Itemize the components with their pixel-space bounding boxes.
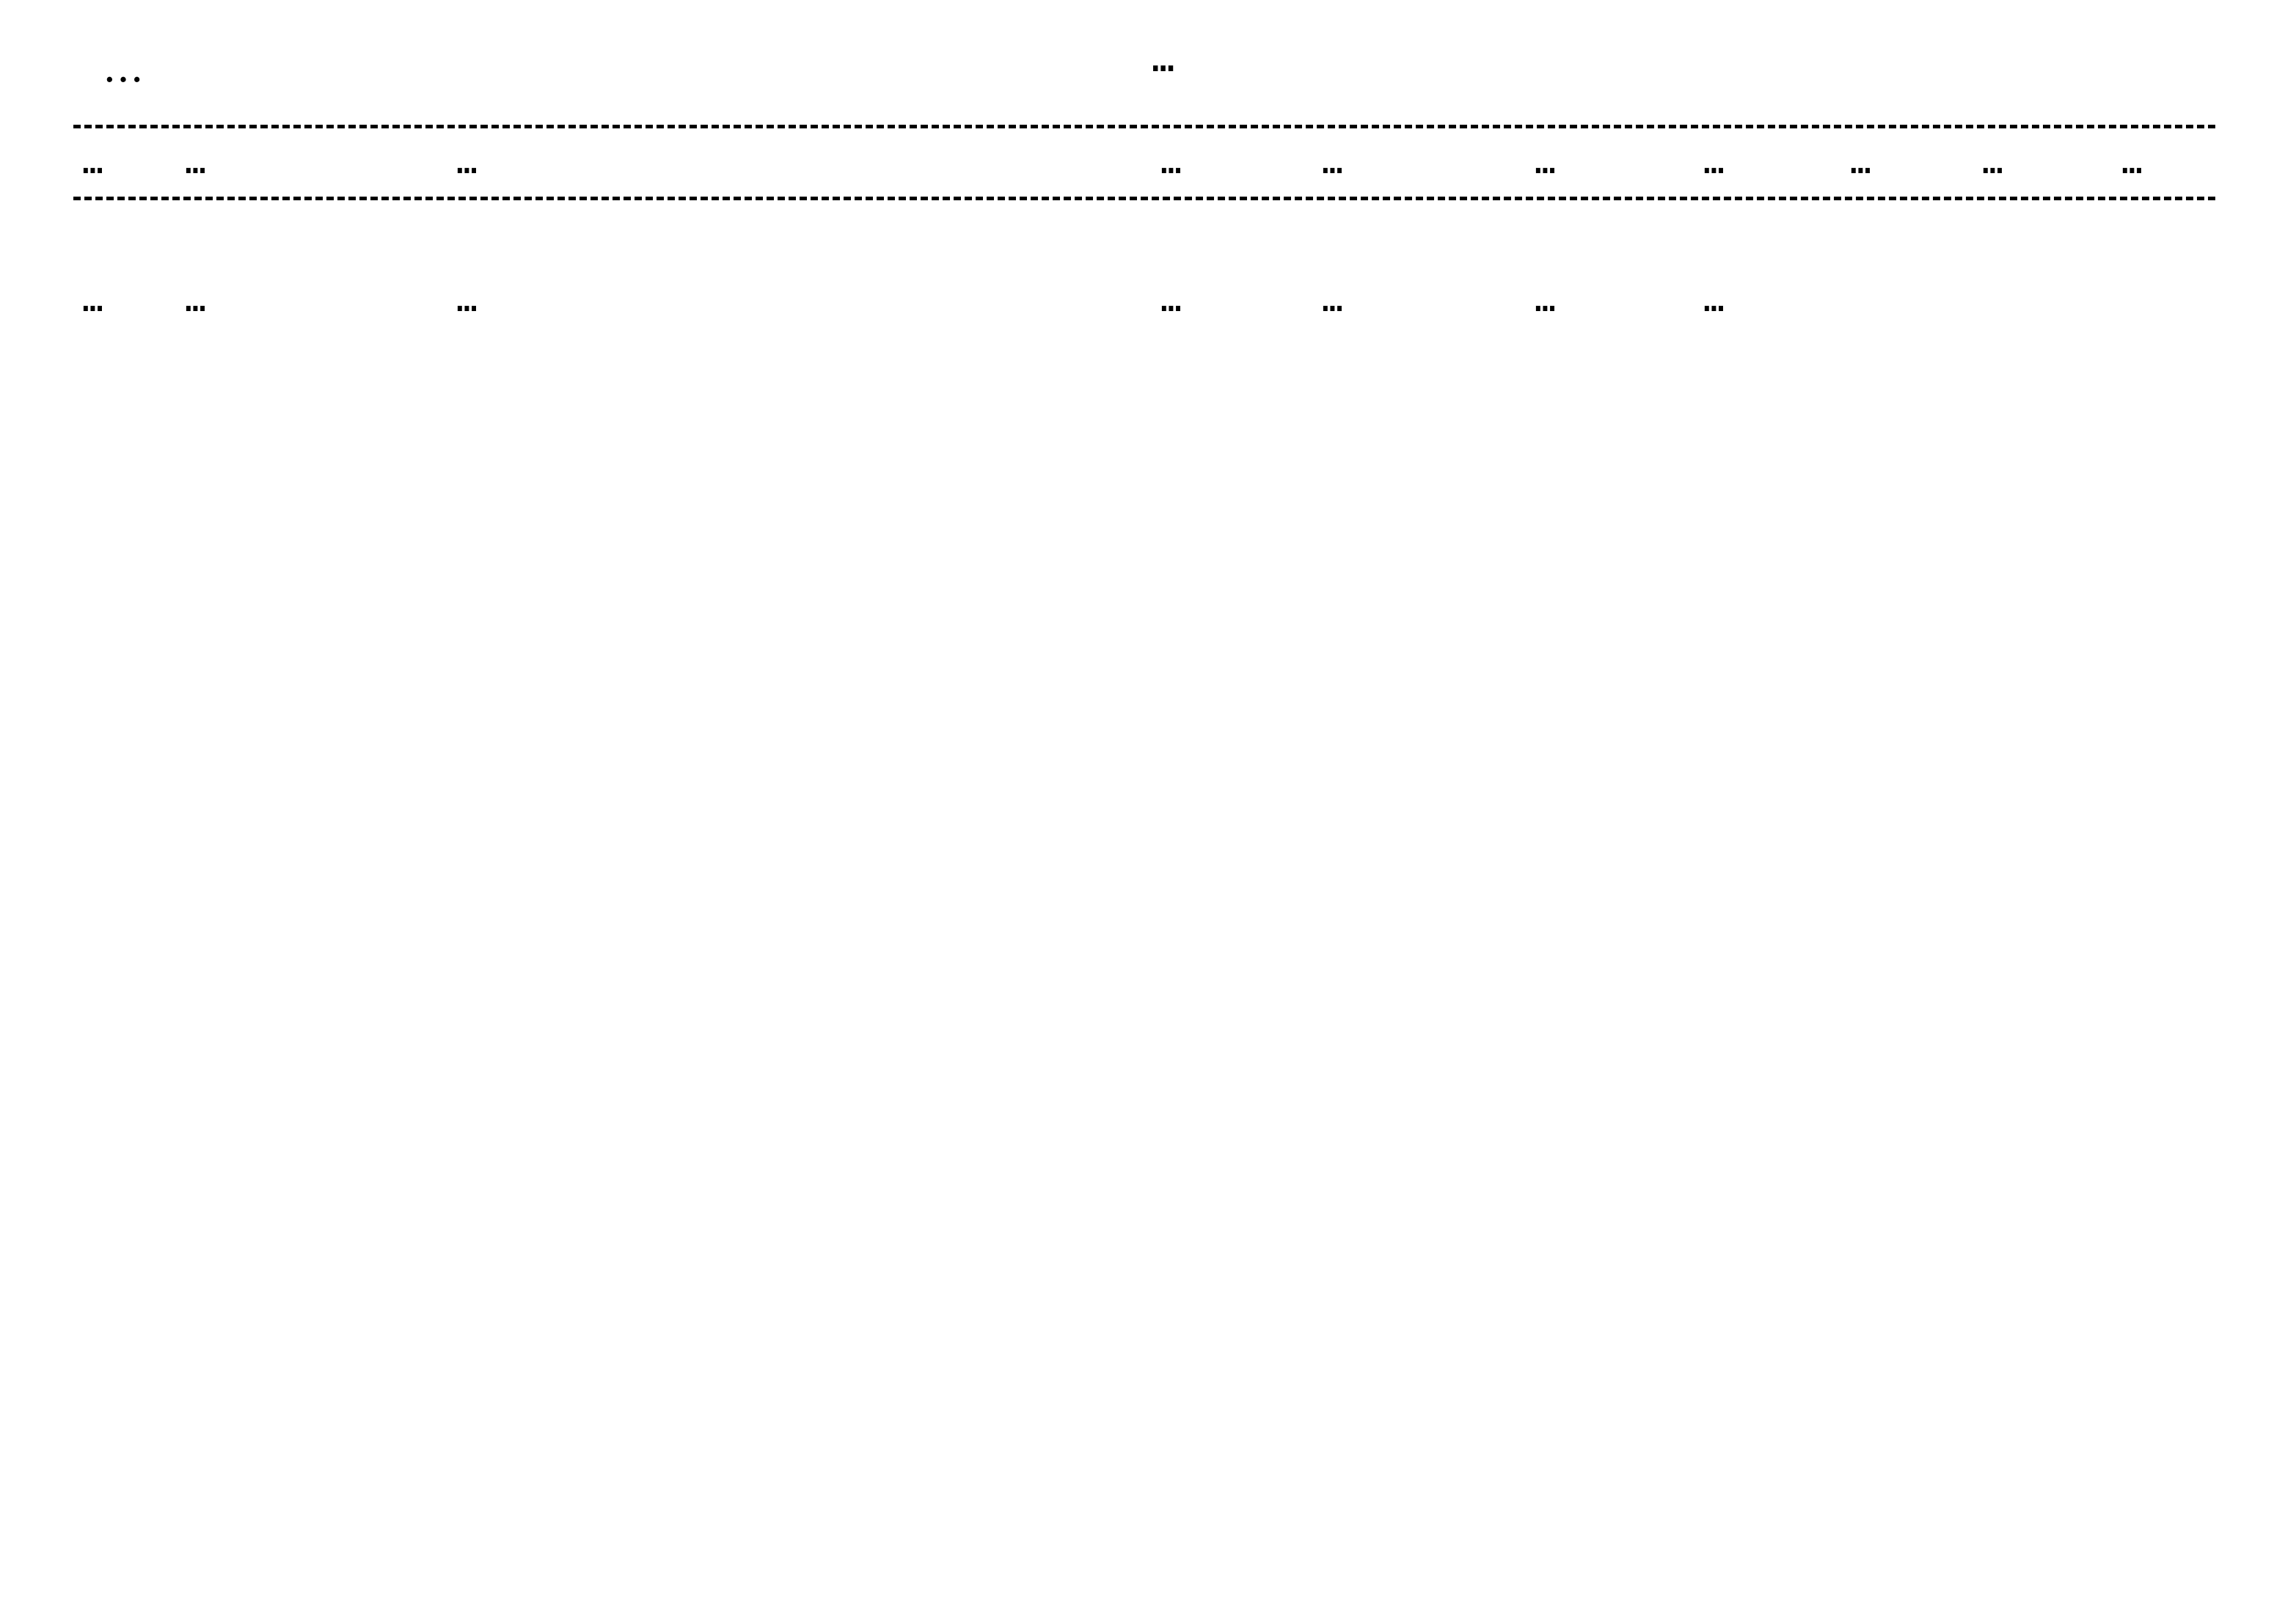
item-unit: …	[1160, 279, 1182, 320]
item-quantity: …	[1322, 279, 1343, 320]
column-header: …	[1982, 141, 2003, 182]
column-header: …	[1322, 141, 1343, 182]
specification-table	[73, 132, 2215, 320]
item-code: …	[185, 279, 206, 320]
table-header-row	[73, 132, 2215, 191]
column-header: …	[1535, 141, 1556, 182]
column-header: …	[82, 141, 103, 182]
page-number: …	[1152, 37, 1175, 81]
column-header: …	[456, 141, 478, 182]
column-header: …	[1703, 141, 1725, 182]
item-value-10	[2113, 248, 2215, 315]
item-value-8	[1841, 248, 1973, 315]
table-top-rule	[73, 125, 2215, 128]
column-header: …	[1850, 141, 1871, 182]
item-value-9	[1973, 248, 2113, 315]
column-header: …	[1160, 141, 1182, 182]
item-value-6: …	[1535, 279, 1556, 320]
document-code: …	[103, 44, 145, 92]
column-header: …	[185, 141, 206, 182]
column-header: …	[2121, 141, 2143, 182]
item-value-7: …	[1703, 279, 1725, 320]
table-row	[73, 248, 2215, 315]
row-number: …	[82, 279, 103, 320]
spacer-row	[73, 191, 2215, 248]
item-description: …	[456, 279, 478, 320]
